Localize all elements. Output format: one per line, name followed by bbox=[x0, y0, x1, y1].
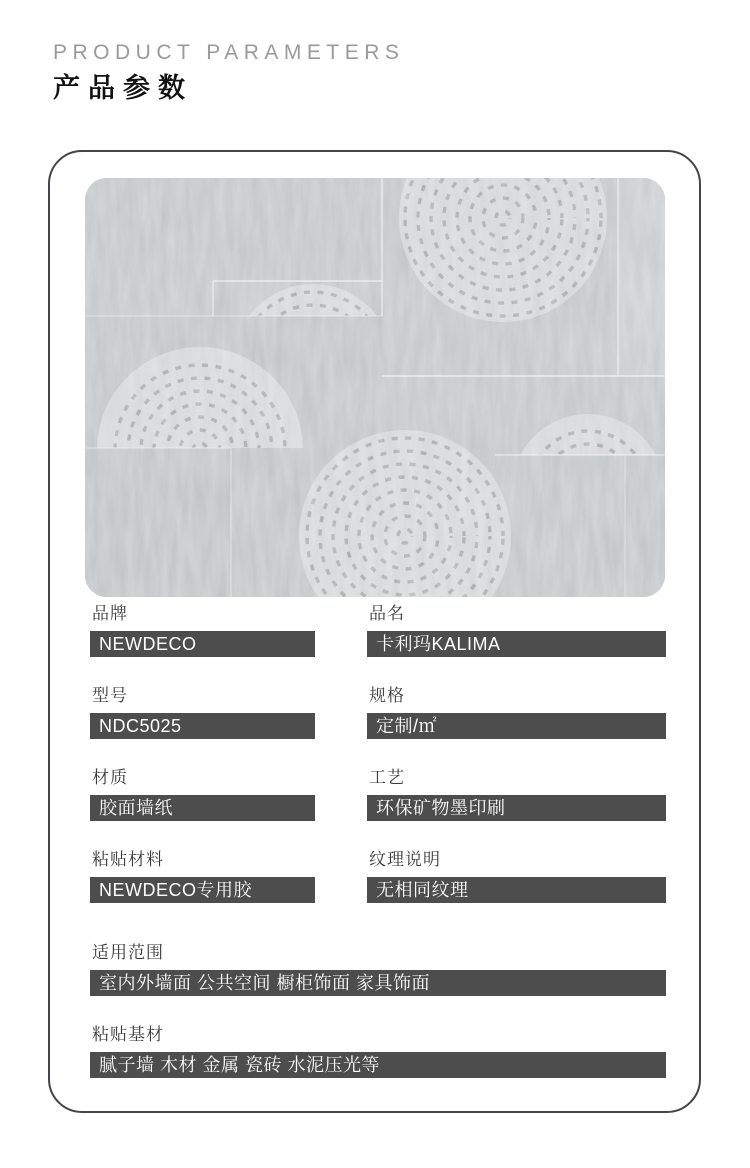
param-field-5 bbox=[90, 769, 315, 821]
param-label: 品牌 bbox=[92, 604, 128, 623]
param-label: 纹理说明 bbox=[369, 850, 441, 869]
param-row bbox=[90, 687, 666, 739]
param-field-7 bbox=[90, 851, 315, 903]
param-value-bar: 无相同纹理 bbox=[367, 877, 666, 903]
param-value-bar: 腻子墙 木材 金属 瓷砖 水泥压光等 bbox=[90, 1052, 666, 1078]
param-row bbox=[90, 851, 666, 903]
page-title-en: PRODUCT PARAMETERS bbox=[53, 41, 405, 64]
param-field-6 bbox=[367, 769, 666, 821]
header bbox=[53, 42, 404, 102]
params-list bbox=[50, 597, 699, 1108]
param-value-bar: 卡利玛KALIMA bbox=[367, 631, 666, 657]
param-row bbox=[90, 769, 666, 821]
param-value-bar: 胶面墙纸 bbox=[90, 795, 315, 821]
product-panel bbox=[48, 150, 701, 1113]
param-value-bar: NDC5025 bbox=[90, 713, 315, 739]
param-label: 工艺 bbox=[369, 768, 405, 787]
param-row bbox=[90, 605, 666, 657]
param-value-bar: 定制/㎡ bbox=[367, 713, 666, 739]
param-field-8 bbox=[367, 851, 666, 903]
param-label: 适用范围 bbox=[92, 943, 164, 962]
wallpaper-pattern-svg bbox=[85, 178, 665, 597]
page-title-zh: 产品参数 bbox=[53, 73, 193, 103]
param-field-1 bbox=[90, 605, 315, 657]
param-value-bar: 环保矿物墨印刷 bbox=[367, 795, 666, 821]
product-image bbox=[85, 178, 665, 597]
param-field-4 bbox=[367, 687, 666, 739]
param-value-bar: 室内外墙面 公共空间 橱柜饰面 家具饰面 bbox=[90, 970, 666, 996]
param-value-bar: NEWDECO专用胶 bbox=[90, 877, 315, 903]
param-label: 品名 bbox=[369, 604, 405, 623]
param-label: 规格 bbox=[369, 686, 405, 705]
param-label: 粘贴基材 bbox=[92, 1025, 164, 1044]
param-label: 粘贴材料 bbox=[92, 850, 164, 869]
param-value-bar: NEWDECO bbox=[90, 631, 315, 657]
param-field-2 bbox=[367, 605, 666, 657]
param-label: 材质 bbox=[92, 768, 128, 787]
param-field-10 bbox=[90, 1026, 666, 1078]
param-field-9 bbox=[90, 944, 666, 996]
param-field-3 bbox=[90, 687, 315, 739]
param-label: 型号 bbox=[92, 686, 128, 705]
